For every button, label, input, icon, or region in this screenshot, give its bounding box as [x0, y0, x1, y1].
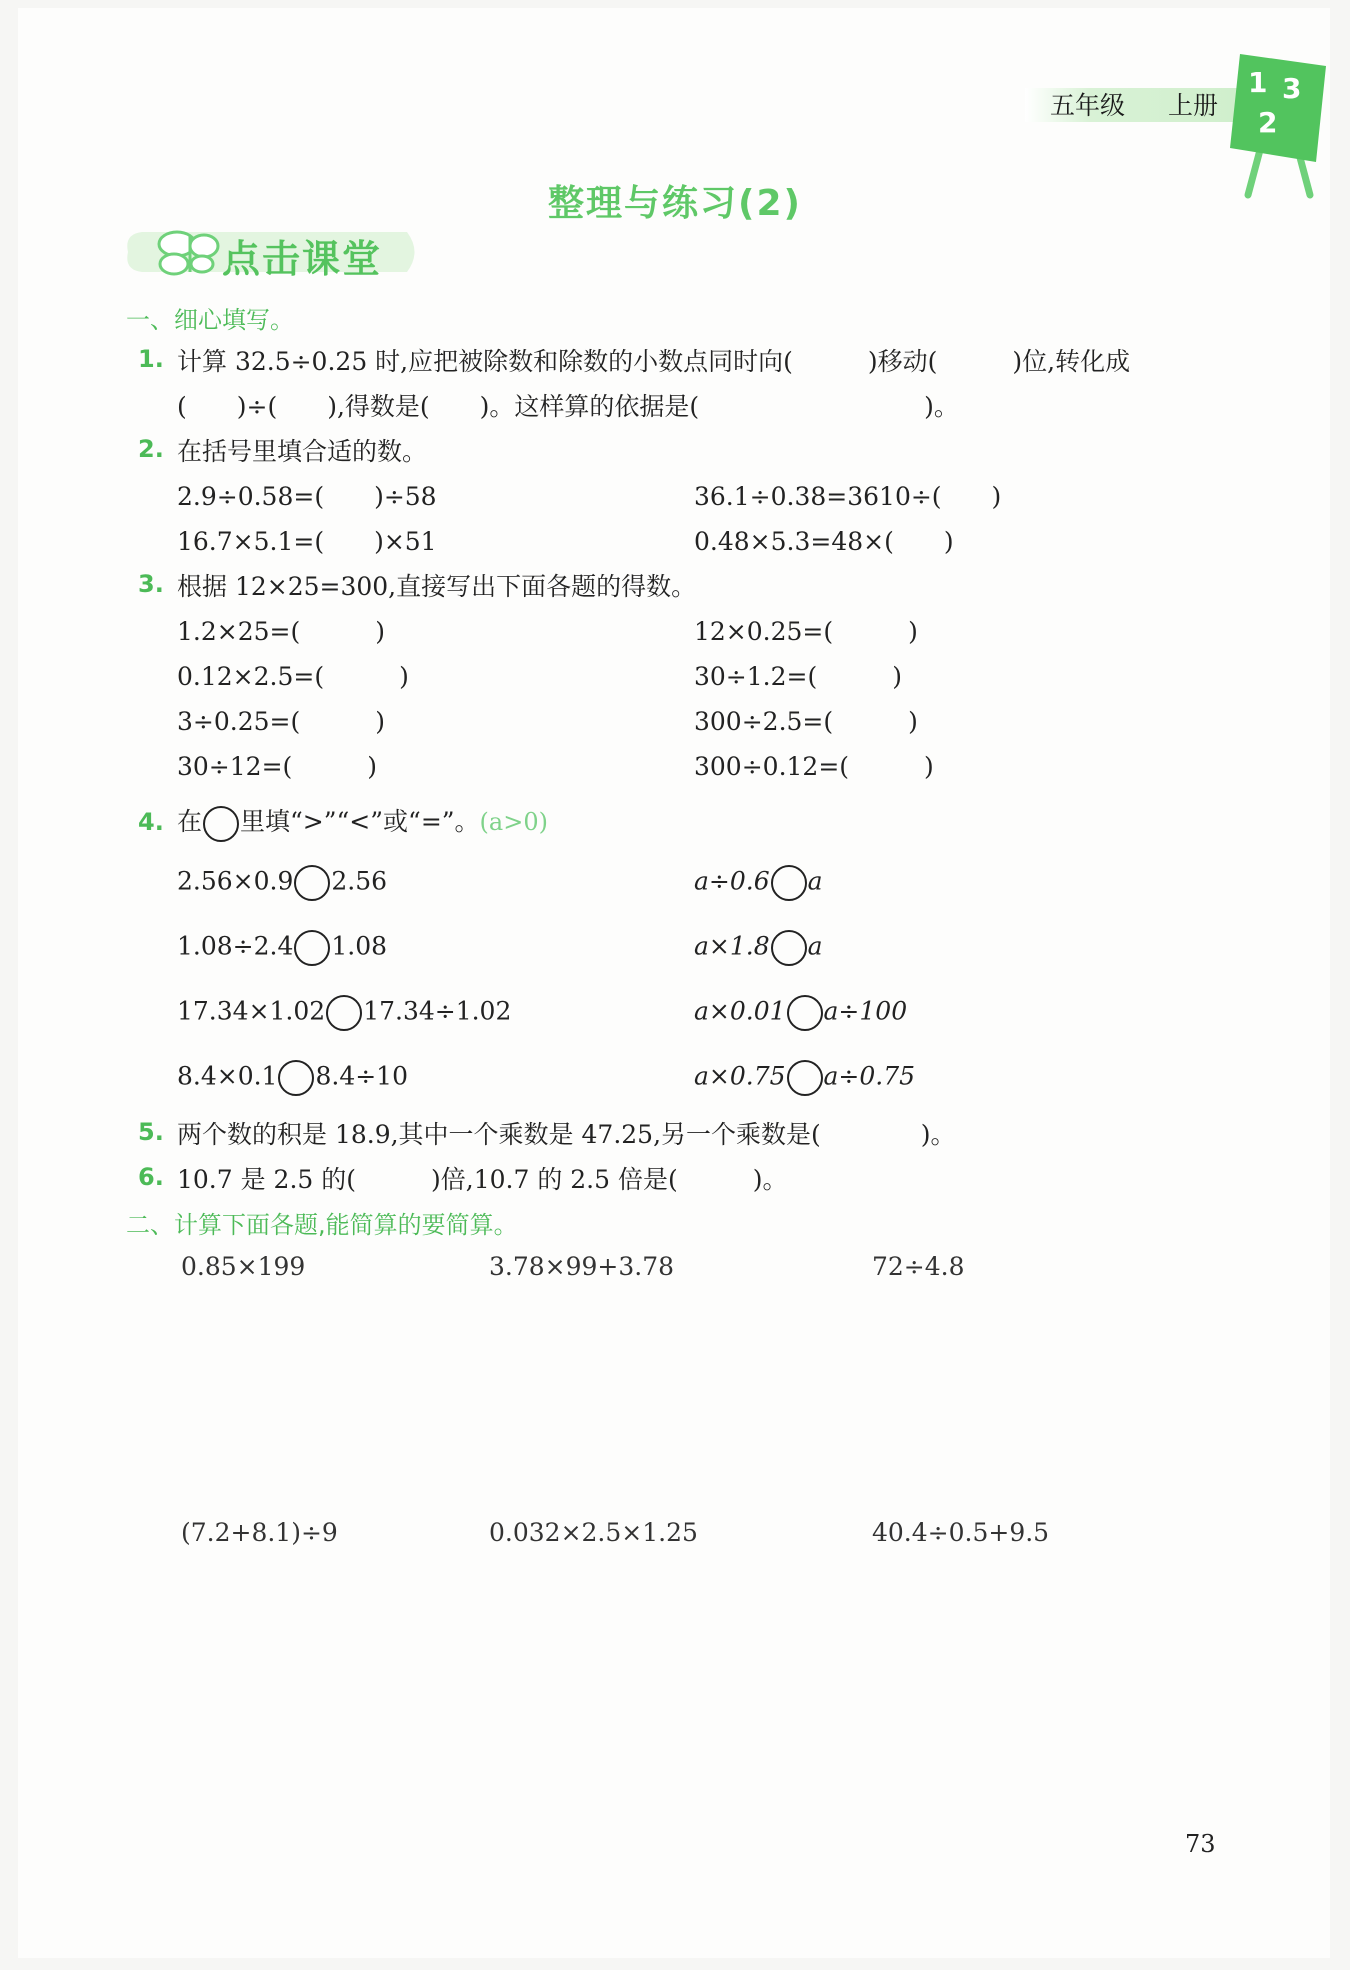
q2-number: 2.	[138, 435, 164, 463]
q4-hint: (a>0)	[479, 808, 548, 836]
q6-text: 10.7 是 2.5 的( )倍,10.7 的 2.5 倍是( )。	[177, 1165, 788, 1194]
q6-number: 6.	[138, 1163, 164, 1191]
calc-problem: 40.4÷0.5+9.5	[872, 1518, 1050, 1547]
q2-item: 36.1÷0.38=3610÷( )	[694, 482, 1002, 511]
q4-number: 4.	[138, 808, 164, 836]
q4-item: 1.08÷2.4 1.08	[177, 930, 387, 966]
section1-heading: 一、细心填写。	[126, 306, 294, 334]
calc-problem: 72÷4.8	[872, 1252, 965, 1281]
volume-label: 上册	[1168, 91, 1219, 120]
butterfly-icon	[159, 232, 218, 274]
q4-item: 8.4×0.1 8.4÷10	[177, 1060, 408, 1096]
calc-problem: 3.78×99+3.78	[489, 1252, 675, 1281]
calc-problem: 0.85×199	[181, 1252, 306, 1281]
q3-item: 3÷0.25=( )	[177, 707, 385, 736]
q3-item: 0.12×2.5=( )	[177, 662, 409, 691]
q3-item: 12×0.25=( )	[694, 617, 918, 646]
answer-circle[interactable]	[771, 930, 807, 966]
q4-stem-b: 里填“>”“<”或“=”。	[240, 807, 480, 836]
q3-item: 30÷1.2=( )	[694, 662, 902, 691]
q4-item: 17.34×1.02 17.34÷1.02	[177, 995, 511, 1031]
q4-item: a×0.01 a÷100	[694, 995, 907, 1031]
q1-line1: 计算 32.5÷0.25 时,应把被除数和除数的小数点同时向( )移动( )位,转化成	[177, 347, 1131, 376]
q3-number: 3.	[138, 570, 164, 598]
q4-stem-a: 在	[177, 807, 203, 836]
answer-circle[interactable]	[771, 865, 807, 901]
answer-circle[interactable]	[294, 865, 330, 901]
q2-item: 0.48×5.3=48×( )	[694, 527, 954, 556]
banner-title: 点击课堂	[222, 237, 383, 281]
board-digit-1: 1	[1248, 66, 1268, 99]
answer-circle[interactable]	[326, 995, 362, 1031]
q3-item: 30÷12=( )	[177, 752, 378, 781]
calc-problem: (7.2+8.1)÷9	[181, 1518, 338, 1547]
q5-text: 两个数的积是 18.9,其中一个乘数是 47.25,另一个乘数是( )。	[177, 1120, 956, 1149]
q4-item: 2.56×0.9 2.56	[177, 865, 387, 901]
q3-item: 300÷2.5=( )	[694, 707, 918, 736]
q4-stem	[177, 802, 548, 842]
answer-circle[interactable]	[294, 930, 330, 966]
q2-stem: 在括号里填合适的数。	[177, 437, 428, 466]
q5-number: 5.	[138, 1118, 164, 1146]
q3-item: 300÷0.12=( )	[694, 752, 934, 781]
q3-stem: 根据 12×25=300,直接写出下面各题的得数。	[177, 572, 697, 601]
answer-circle[interactable]	[787, 1060, 823, 1096]
page-number: 73	[1185, 1830, 1216, 1858]
compare-circle	[203, 806, 239, 842]
q4-item: a×1.8 a	[694, 930, 823, 966]
page-title: 整理与练习(2)	[548, 183, 802, 224]
q1-line2: ( )÷( ),得数是( )。这样算的依据是( )。	[177, 392, 959, 421]
grade-label: 五年级	[1050, 91, 1126, 120]
calc-problem: 0.032×2.5×1.25	[489, 1518, 698, 1547]
board-digit-2: 3	[1282, 72, 1302, 105]
section2-heading: 二、计算下面各题,能简算的要简算。	[126, 1211, 518, 1239]
q3-item: 1.2×25=( )	[177, 617, 385, 646]
q1-number: 1.	[138, 345, 164, 373]
q4-item: a×0.75 a÷0.75	[694, 1060, 915, 1096]
q2-item: 16.7×5.1=( )×51	[177, 527, 437, 556]
answer-circle[interactable]	[278, 1060, 314, 1096]
board-digit-3: 2	[1258, 106, 1278, 139]
answer-circle[interactable]	[787, 995, 823, 1031]
q4-item: a÷0.6 a	[694, 865, 823, 901]
q2-item: 2.9÷0.58=( )÷58	[177, 482, 437, 511]
